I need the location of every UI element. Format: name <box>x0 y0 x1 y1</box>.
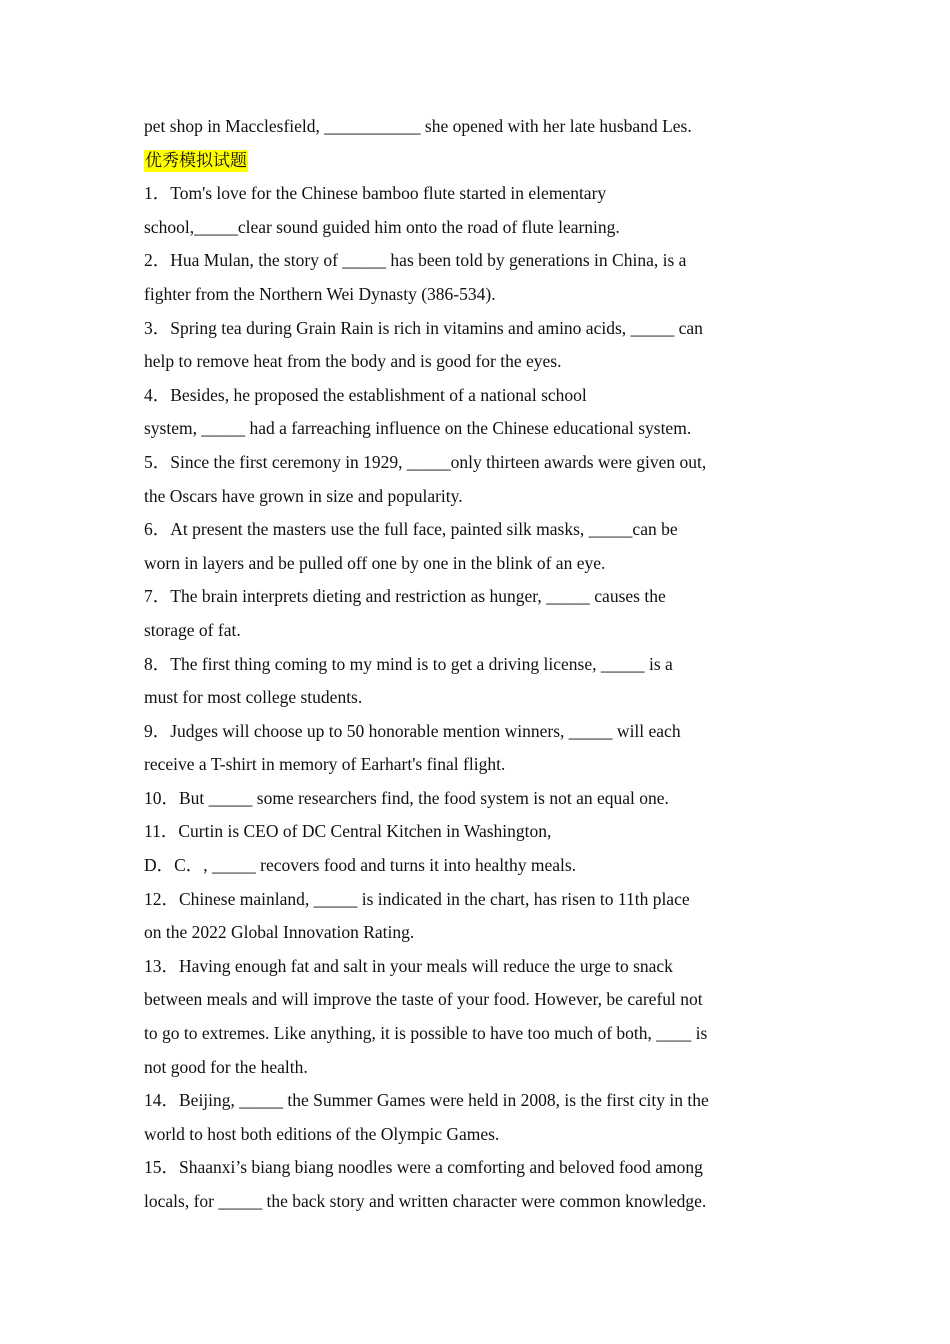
question-text: Chinese mainland, _____ is indicated in the chart, has risen to 11th place <box>179 888 690 909</box>
question-line <box>144 614 808 648</box>
question-text: Hua Mulan, the story of _____ has been told by generations in China, is a <box>170 250 687 271</box>
question-line <box>144 715 808 749</box>
question-number: 4． <box>144 384 171 405</box>
question-item <box>144 379 808 446</box>
question-line <box>144 1151 808 1185</box>
question-line <box>144 1051 808 1085</box>
question-line <box>144 1084 808 1118</box>
question-line <box>144 312 808 346</box>
question-number: 11． <box>144 821 179 842</box>
question-number: 14． <box>144 1090 179 1111</box>
question-number: 1． <box>144 183 171 204</box>
question-line <box>144 748 808 782</box>
question-text: At present the masters use the full face, painted silk masks, _____can be <box>170 519 678 540</box>
question-line <box>144 1185 808 1219</box>
question-text: system, _____ had a farreaching influence on the Chinese educational system. <box>144 418 692 439</box>
question-item <box>144 580 808 647</box>
question-text: not good for the health. <box>144 1056 308 1077</box>
question-item <box>144 782 808 816</box>
question-text: fighter from the Northern Wei Dynasty (386-534). <box>144 283 496 304</box>
question-number: 15． <box>144 1157 179 1178</box>
question-item <box>144 883 808 950</box>
question-line <box>144 1017 808 1051</box>
question-line <box>144 983 808 1017</box>
question-text: school,_____clear sound guided him onto the road of flute learning. <box>144 216 620 237</box>
question-line <box>144 345 808 379</box>
question-text: on the 2022 Global Innovation Rating. <box>144 922 415 943</box>
question-number: 2． <box>144 250 171 271</box>
question-item <box>144 1084 808 1151</box>
question-text: Spring tea during Grain Rain is rich in vitamins and amino acids, _____ can <box>170 317 703 338</box>
question-text: to go to extremes. Like anything, it is possible to have too much of both, ____ is <box>144 1023 708 1044</box>
question-line <box>144 244 808 278</box>
question-number: 7． <box>144 586 171 607</box>
question-list <box>144 177 808 1218</box>
question-line <box>144 950 808 984</box>
question-text: The first thing coming to my mind is to get a driving license, _____ is a <box>170 653 673 674</box>
question-number: 10． <box>144 787 179 808</box>
question-line <box>144 1118 808 1152</box>
question-line <box>144 849 808 883</box>
question-item <box>144 648 808 715</box>
question-text: receive a T-shirt in memory of Earhart's final flight. <box>144 754 506 775</box>
question-number: 3． <box>144 317 171 338</box>
question-line <box>144 278 808 312</box>
document-page <box>144 110 808 1219</box>
question-text: But _____ some researchers find, the food system is not an equal one. <box>179 787 669 808</box>
question-item <box>144 815 808 882</box>
question-text: Curtin is CEO of DC Central Kitchen in Washington, <box>178 821 552 842</box>
question-line <box>144 815 808 849</box>
question-text: Having enough fat and salt in your meals will reduce the urge to snack <box>179 955 673 976</box>
question-text: between meals and will improve the taste of your food. However, be careful not <box>144 989 703 1010</box>
question-item <box>144 513 808 580</box>
question-text: Shaanxi’s biang biang noodles were a comforting and beloved food among <box>179 1157 703 1178</box>
question-number: 6． <box>144 519 171 540</box>
question-item <box>144 177 808 244</box>
question-item <box>144 244 808 311</box>
question-line <box>144 412 808 446</box>
section-heading: 优秀模拟试题 <box>145 150 247 171</box>
question-line <box>144 211 808 245</box>
question-number: 13． <box>144 955 179 976</box>
question-number: 5． <box>144 451 171 472</box>
question-text: worn in layers and be pulled off one by one in the blink of an eye. <box>144 552 606 573</box>
question-text: locals, for _____ the back story and written character were common knowledge. <box>144 1191 707 1211</box>
question-text: Beijing, _____ the Summer Games were held in 2008, is the first city in the <box>179 1090 709 1111</box>
section-heading-row <box>144 144 808 178</box>
question-item <box>144 715 808 782</box>
question-line <box>144 782 808 816</box>
question-number: 8． <box>144 653 171 674</box>
question-text: The brain interprets dieting and restriction as hunger, _____ causes the <box>170 586 666 607</box>
question-text: world to host both editions of the Olympic Games. <box>144 1123 500 1144</box>
question-line <box>144 883 808 917</box>
question-text: storage of fat. <box>144 619 241 640</box>
question-text: Tom's love for the Chinese bamboo flute started in elementary <box>170 183 607 204</box>
question-number: 12． <box>144 888 179 909</box>
question-item <box>144 1151 808 1218</box>
question-text: must for most college students. <box>144 687 363 708</box>
question-text: Judges will choose up to 50 honorable mention winners, _____ will each <box>170 720 681 741</box>
question-line <box>144 513 808 547</box>
question-text: Since the first ceremony in 1929, _____only thirteen awards were given out, <box>170 451 707 472</box>
question-number: 9． <box>144 720 171 741</box>
question-line <box>144 648 808 682</box>
question-line <box>144 916 808 950</box>
question-item <box>144 446 808 513</box>
question-line <box>144 446 808 480</box>
question-text: D．C．, _____ recovers food and turns it into healthy meals. <box>144 855 577 876</box>
question-item <box>144 312 808 379</box>
question-text: help to remove heat from the body and is good for the eyes. <box>144 351 562 372</box>
question-text: the Oscars have grown in size and popularity. <box>144 485 463 506</box>
question-item <box>144 950 808 1084</box>
intro-line: pet shop in Macclesfield, ___________ she opened with her late husband Les. <box>144 116 692 136</box>
question-line <box>144 580 808 614</box>
question-line <box>144 177 808 211</box>
question-line <box>144 547 808 581</box>
question-line <box>144 480 808 514</box>
question-line <box>144 681 808 715</box>
question-line <box>144 379 808 413</box>
question-text: Besides, he proposed the establishment of a national school <box>170 384 587 405</box>
